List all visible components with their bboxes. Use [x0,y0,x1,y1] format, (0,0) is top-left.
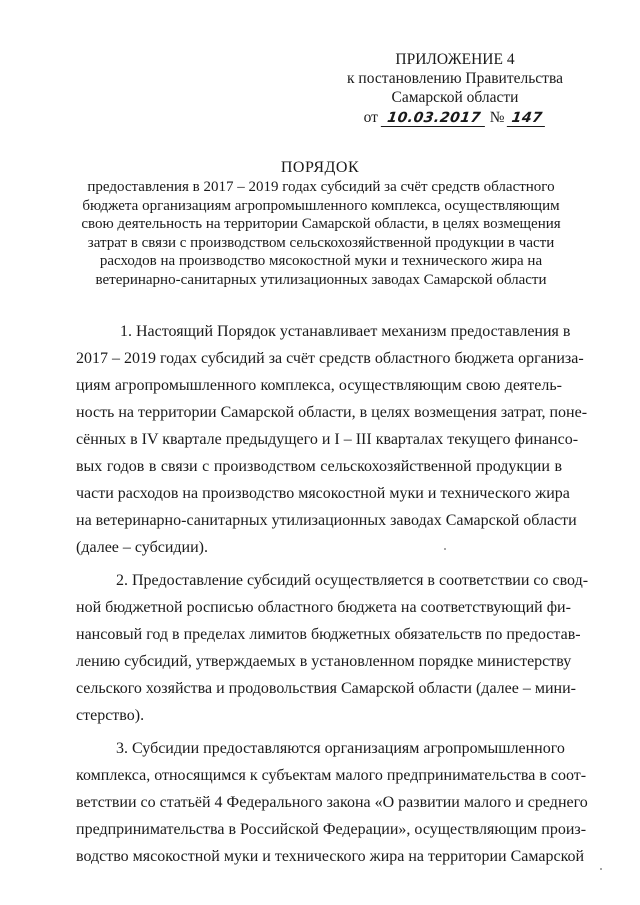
document-subtitle [80,178,562,289]
subtitle-line: расходов на производство мясокостной муки и технического жира на [99,253,543,269]
subtitle-line: бюджета организациям агропромышленного комплекса, осуществляющим [82,197,560,214]
appendix-line-resolution: к постановлению Правительства [347,70,563,87]
paragraph-line: (далее – субсидии). [76,539,208,556]
scan-speck [444,548,446,550]
paragraph-line: циям агропромышленного комплекса, осуществляющим свою деятель- [76,377,562,394]
subtitle-line: ветеринарно-санитарных утилизационных заводах Самарской области [95,271,547,288]
subtitle-line: свою деятельность на территории Самарской области, в целях возмещения [81,216,561,232]
scan-speck [600,868,602,870]
paragraph-line: ветствии со статьёй 4 Федерального закона «О развитии малого и среднего [76,794,588,811]
paragraph-line: ность на территории Самарской области, в целях возмещения затрат, поне- [76,404,588,421]
paragraph-line: 1. Настоящий Порядок устанавливает механизм предоставления в [120,323,571,340]
appendix-date-line [330,108,580,127]
handwritten-number: 147 [507,110,547,127]
paragraph-line: лению субсидий, утверждаемых в установленном порядке министерству [76,653,572,670]
appendix-line-region: Самарской области [391,89,519,106]
number-label: № [489,109,505,126]
paragraph-line: 2017 – 2019 годах субсидий за счёт средств областного бюджета организа- [76,350,584,367]
paragraph-line: водство мясокостной муки и технического жира на территории Самарской [76,848,585,865]
appendix-header [330,50,580,127]
paragraph-line: нансовый год в пределах лимитов бюджетных обязательств по предостав- [76,626,581,643]
from-label: от [363,109,378,126]
paragraph-line: сённых в IV квартале предыдущего и I – III кварталах текущего финансо- [76,431,579,448]
paragraph-line: предпринимательства в Российской Федерации», осуществляющим произ- [76,821,587,838]
paragraph-line: 2. Предоставление субсидий осуществляется в соответствии со свод- [116,572,589,589]
paragraph-line: комплекса, относящимся к субъектам малого предпринимательства в соот- [76,767,587,784]
paragraph-line: вых годов в связи с производством сельскохозяйственной продукции в [76,458,562,475]
paragraph-1 [76,318,588,561]
paragraph-2 [76,567,589,729]
paragraph-3 [76,735,588,870]
subtitle-line: предоставления в 2017 – 2019 годах субсидий за счёт средств областного [87,179,555,195]
paragraph-line: стерство). [76,707,145,724]
paragraph-line: 3. Субсидии предоставляются организациям агропромышленного [116,740,565,757]
document-title: ПОРЯДОК [280,159,360,176]
paragraph-line: части расходов на производство мясокостной муки и технического жира [76,485,570,502]
paragraph-line: на ветеринарно-санитарных утилизационных заводах Самарской области [76,512,577,529]
document-body [76,318,589,876]
paragraph-line: сельского хозяйства и продовольствия Самарской области (далее – мини- [76,680,577,697]
subtitle-line: затрат в связи с производством сельскохозяйственной продукции в части [87,234,555,251]
paragraph-line: ной бюджетной росписью областного бюджета на соответствующий фи- [76,599,571,616]
handwritten-date: 10.03.2017 [381,110,487,127]
appendix-title: ПРИЛОЖЕНИЕ 4 [395,51,515,68]
